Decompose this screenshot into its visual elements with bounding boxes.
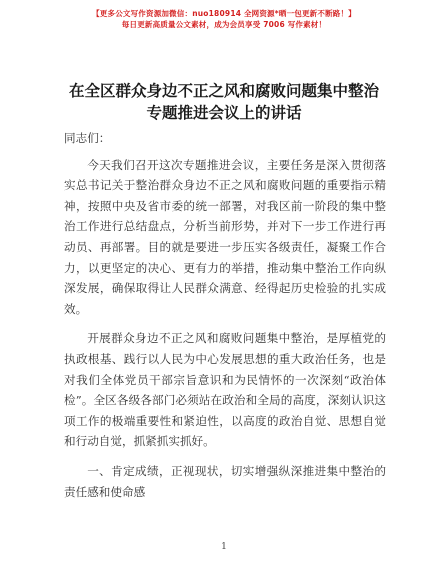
paragraph-2: 开展群众身边不正之风和腐败问题集中整治，是厚植党的执政根基、践行以人民为中心发展思想的重大政治任务，也是对我们全体党员干部宗旨意识和为民情怀的一次深刻“政治体检”。全区各级各部门必须站在政治和全局的高度，深刻认识这项工作的极端重要性和紧迫性，以高度的政治自觉、思想自觉和行动自觉，抓紧抓实抓好。 [64,331,386,449]
promo-line-1: 【更多公文写作资源加微信：nuo180914 全网资源*晒一包更新不断路！】 [92,9,356,18]
title-line-2: 专题推进会议上的讲话 [146,104,302,122]
promo-line-2: 每日更新高质量公文素材，成为会员享受 7006 写作素材！ [121,20,327,29]
document-title [40,80,408,124]
page-number: 1 [221,542,227,552]
title-line-1: 在全区群众身边不正之风和腐败问题集中整治 [68,82,379,100]
section-heading-1: 一、肯定成绩，正视现状，切实增强纵深推进集中整治的责任感和使命感 [64,463,386,499]
promo-banner [0,8,448,30]
paragraph-1: 今天我们召开这次专题推进会议，主要任务是深入贯彻落实总书记关于整治群众身边不正之风和腐败问题的重要指示精神，按照中央及省市委的统一部署，对我区前一阶段的集中整治工作进行总结盘点，分析当前形势，并对下一步工作进行再动员、再部署。目的就是要进一步压实各级责任，凝聚工作合力，以更坚定的决心、更有力的举措，推动集中整治工作向纵深发展，确保取得让人民群众满意、经得起历史检验的扎实成效。 [64,157,386,316]
document-body [64,128,386,511]
salutation: 同志们： [64,131,111,145]
